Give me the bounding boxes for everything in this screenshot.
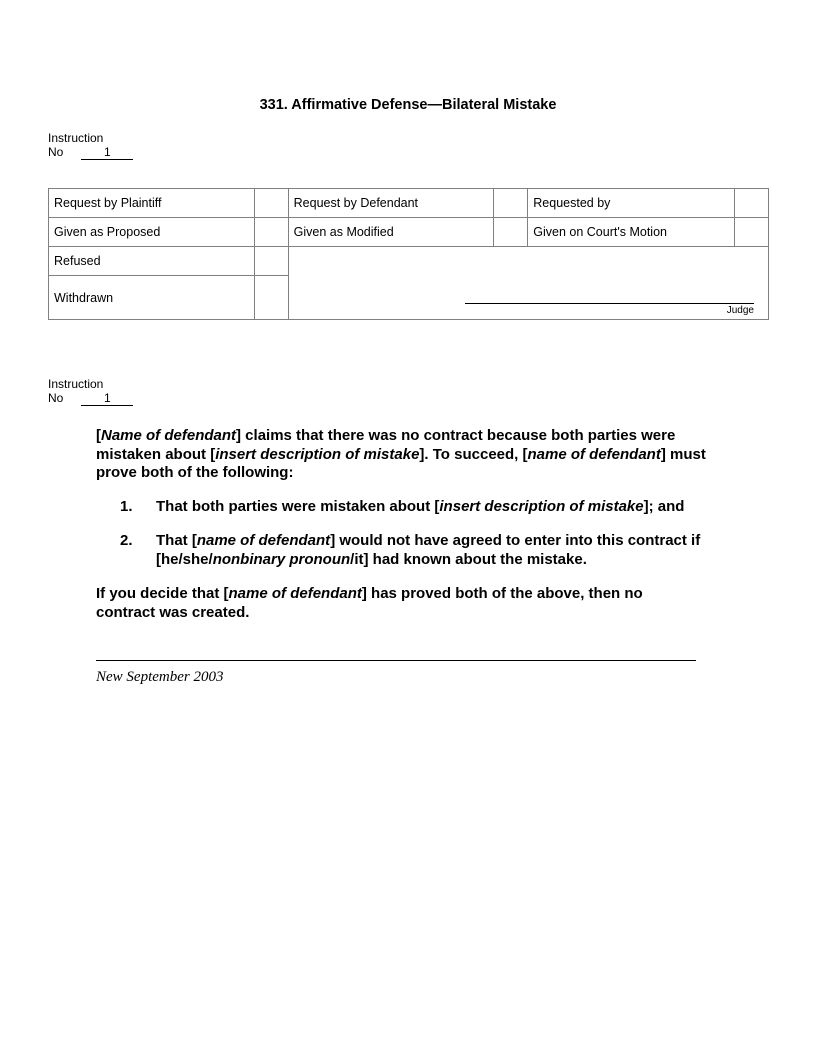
instruction-number-bottom (48, 377, 133, 406)
list-number: 1. (120, 498, 133, 515)
placeholder-text: insert description of mistake (439, 498, 644, 515)
instruction-no-value: 1 (81, 392, 133, 406)
requested-by-label: Requested by (528, 189, 735, 218)
given-court-checkbox[interactable] (735, 218, 769, 247)
request-table (48, 188, 769, 320)
placeholder-text: insert description of mistake (215, 445, 420, 463)
judge-signature-line[interactable] (465, 303, 754, 304)
instruction-label: Instruction (48, 377, 104, 391)
given-modified-checkbox[interactable] (494, 218, 528, 247)
placeholder-text: name of defendant (196, 532, 331, 549)
placeholder-text: Name of defendant (101, 427, 237, 444)
instruction-number-top (48, 131, 133, 160)
instruction-no-value: 1 (81, 146, 133, 160)
request-plaintiff-label: Request by Plaintiff (49, 189, 255, 218)
requested-by-checkbox[interactable] (735, 189, 769, 218)
request-plaintiff-checkbox[interactable] (254, 189, 288, 218)
list-number: 2. (120, 532, 133, 549)
withdrawn-checkbox[interactable] (254, 276, 288, 320)
placeholder-text: nonbinary pronoun (212, 550, 351, 568)
paragraph-claim: [Name of defendant] claims that there was no contract because both parties were mistaken about [insert description of mistake]. To succeed, [name of defendant] must prove both of the following: (96, 427, 706, 481)
instruction-no-label: No (48, 145, 64, 159)
request-defendant-checkbox[interactable] (494, 189, 528, 218)
withdrawn-label: Withdrawn (49, 276, 255, 320)
given-proposed-label: Given as Proposed (49, 218, 255, 247)
page-title: 331. Affirmative Defense—Bilateral Mistake (259, 97, 557, 113)
paragraph-conclusion: If you decide that [name of defendant] has proved both of the above, then no contract was created. (96, 585, 643, 621)
refused-label: Refused (49, 247, 255, 276)
instruction-no-label: No (48, 391, 64, 405)
placeholder-text: name of defendant (527, 445, 661, 463)
divider (96, 660, 696, 661)
revision-note: New September 2003 (96, 669, 224, 685)
judge-signature-area (288, 247, 768, 320)
given-modified-label: Given as Modified (288, 218, 494, 247)
given-proposed-checkbox[interactable] (254, 218, 288, 247)
placeholder-text: name of defendant (228, 585, 362, 602)
refused-checkbox[interactable] (254, 247, 288, 276)
request-defendant-label: Request by Defendant (288, 189, 494, 218)
instruction-label: Instruction (48, 131, 104, 145)
judge-label: Judge (726, 305, 754, 316)
given-court-label: Given on Court's Motion (528, 218, 735, 247)
